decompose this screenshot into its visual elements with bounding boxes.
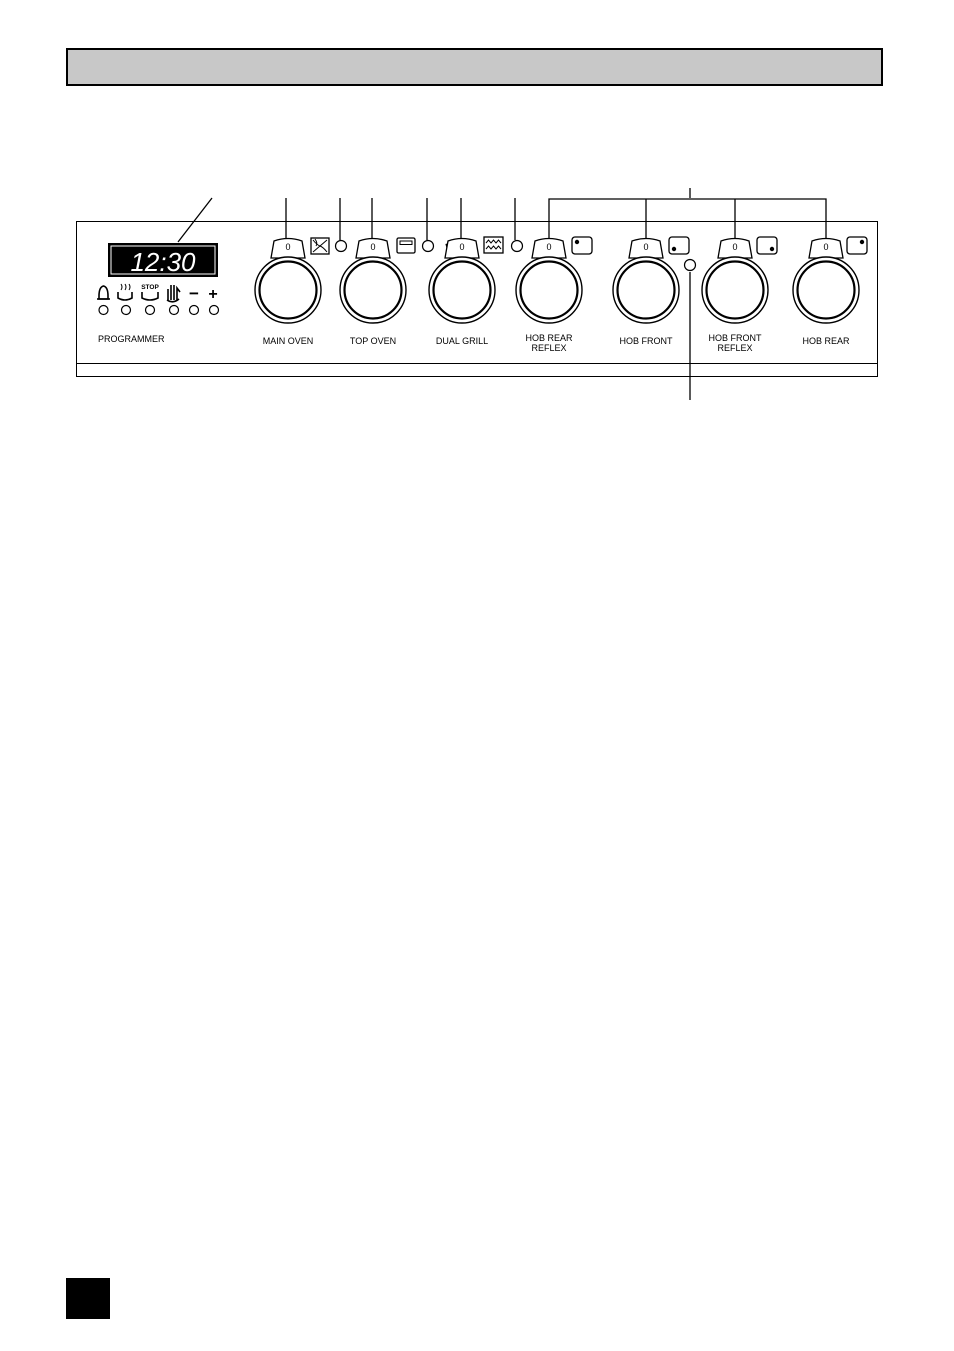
knob-label: HOB REAR: [802, 336, 850, 346]
knob-hob-front-reflex[interactable]: [702, 239, 768, 354]
programmer-keys: [97, 284, 218, 303]
minus-icon: −: [189, 284, 199, 303]
knob-label: HOB REAR: [525, 333, 573, 343]
knob-dial: [798, 262, 855, 319]
programmer-button-bell[interactable]: [99, 306, 108, 315]
knob-zero-mark: 0: [823, 242, 829, 252]
hob-front-right-icon: [757, 237, 777, 254]
page-number-box: [66, 1278, 110, 1319]
knob-label: TOP OVEN: [349, 336, 397, 346]
main-oven-lamp: [336, 241, 347, 252]
knob-zero-mark: 0: [370, 242, 376, 252]
knob-dial: [345, 262, 402, 319]
hob-lamp: [685, 260, 696, 271]
knob-dial: [434, 262, 491, 319]
top-oven-lamp: [423, 241, 434, 252]
knob-label: REFLEX: [717, 343, 753, 353]
programmer-button-plus[interactable]: [210, 306, 219, 315]
leader-bracket-hobs: [549, 199, 826, 240]
top-oven-icon: [397, 238, 415, 253]
knob-dial: [260, 262, 317, 319]
knob-zero-mark: 0: [643, 242, 649, 252]
fan-oven-icon: [311, 238, 329, 254]
grill-lamp: [512, 241, 523, 252]
programmer-label: PROGRAMMER: [98, 334, 165, 344]
cook-time-icon: [118, 284, 132, 300]
knob-label: DUAL GRILL: [435, 336, 489, 346]
control-knobs: [255, 239, 859, 354]
knob-hob-rear[interactable]: [793, 239, 859, 347]
programmer-button-minus[interactable]: [190, 306, 199, 315]
stop-icon: [141, 284, 159, 300]
knob-hob-front[interactable]: [613, 239, 679, 347]
knob-zero-mark: 0: [546, 242, 552, 252]
hob-rear-left-icon: [572, 237, 592, 254]
knob-zero-mark: 0: [285, 242, 291, 252]
knob-label: HOB FRONT: [708, 333, 762, 343]
hob-front-left-icon: [669, 237, 689, 254]
plus-icon: +: [208, 286, 218, 303]
knob-dial: [707, 262, 764, 319]
knob-hob-rear-reflex[interactable]: [516, 239, 582, 354]
hand-icon: [167, 285, 180, 302]
knob-zero-mark: 0: [459, 242, 465, 252]
bell-icon: [97, 286, 110, 299]
programmer-button-stop[interactable]: [146, 306, 155, 315]
knob-label: REFLEX: [531, 343, 567, 353]
knob-zero-mark: 0: [732, 242, 738, 252]
stop-label: STOP: [141, 284, 159, 291]
knob-dial: [618, 262, 675, 319]
leader-line-display: [178, 198, 212, 242]
grill-icon: [484, 237, 503, 253]
programmer-button-manual[interactable]: [170, 306, 179, 315]
knob-top-oven[interactable]: [340, 239, 406, 347]
display-time: 12:30: [130, 247, 196, 277]
knob-dual-grill[interactable]: [429, 239, 495, 347]
knob-label: HOB FRONT: [619, 336, 673, 346]
knob-dial: [521, 262, 578, 319]
knob-label: MAIN OVEN: [262, 336, 314, 346]
programmer-buttons: [99, 306, 219, 315]
hob-rear-right-icon: [847, 237, 867, 254]
programmer-display: [108, 243, 218, 277]
programmer-button-cook-time[interactable]: [122, 306, 131, 315]
